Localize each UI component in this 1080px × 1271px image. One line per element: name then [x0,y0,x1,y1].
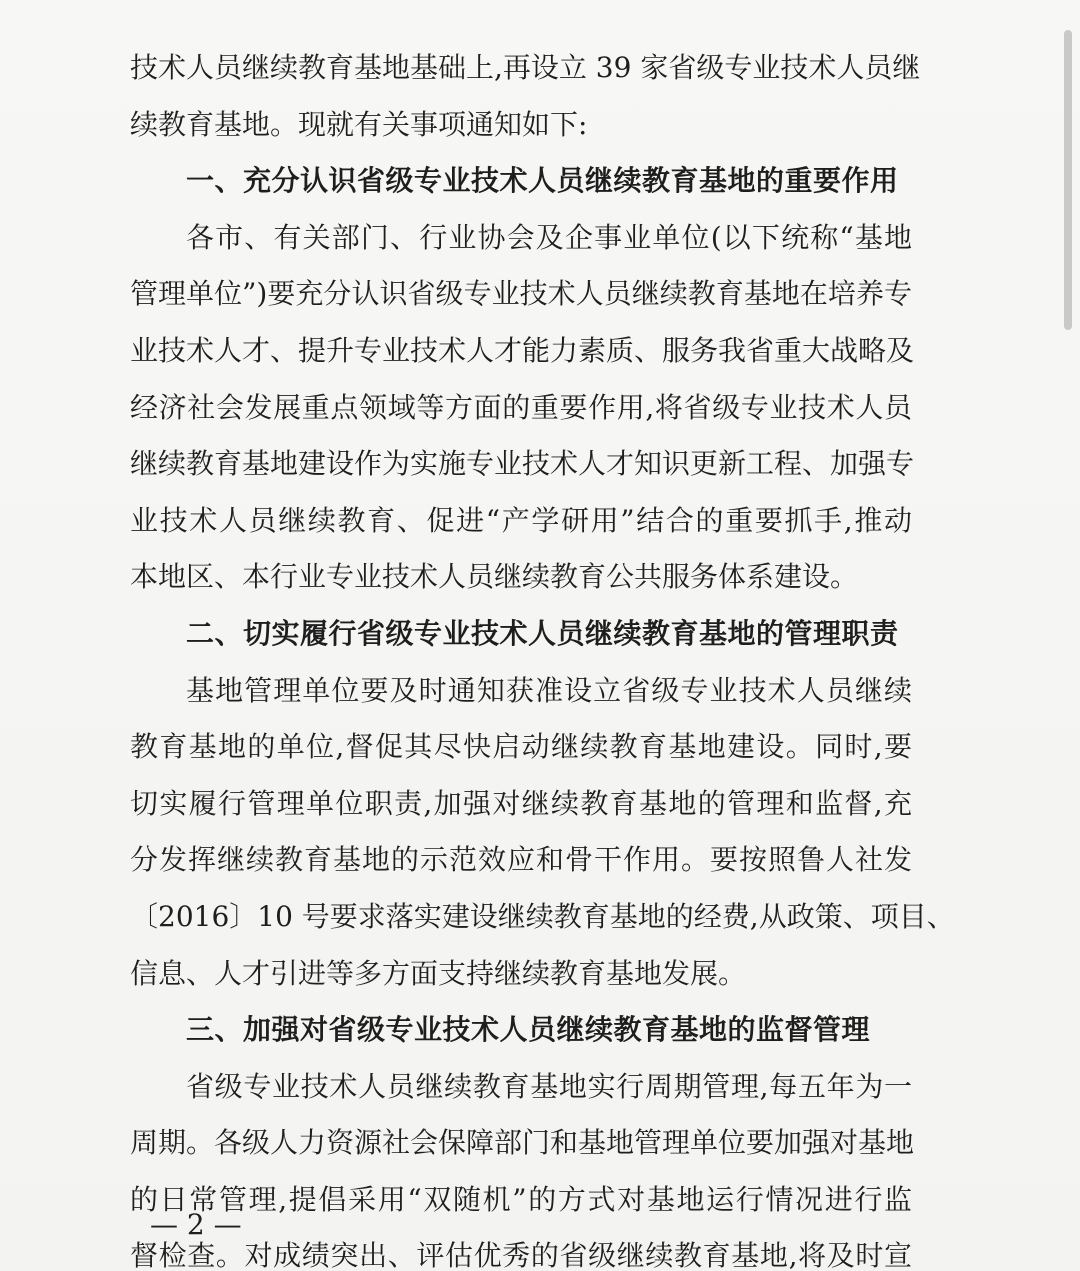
text-line: 业技术人才、提升专业技术人才能力素质、服务我省重大战略及 [130,333,915,367]
text-line: 切实履行管理单位职责,加强对继续教育基地的管理和监督,充 [130,786,912,820]
text-line: 经济社会发展重点领域等方面的重要作用,将省级专业技术人员 [130,390,912,424]
section-heading-2: 二、切实履行省级专业技术人员继续教育基地的管理职责 [186,616,899,650]
vertical-scrollbar[interactable] [1064,30,1072,330]
text-line: 〔2016〕10 号要求落实建设继续教育基地的经费,从政策、项目、 [130,899,955,933]
text-line: 技术人员继续教育基地基础上,再设立 39 家省级专业技术人员继 [130,51,921,84]
section-heading-3: 三、加强对省级专业技术人员继续教育基地的监督管理 [186,1013,871,1047]
text-line: 基地管理单位要及时通知获准设立省级专业技术人员继续 [186,673,912,707]
section-heading-1: 一、充分认识省级专业技术人员继续教育基地的重要作用 [186,164,899,198]
text-line: 分发挥继续教育基地的示范效应和骨干作用。要按照鲁人社发 [130,843,912,877]
text-line: 的日常管理,提倡采用“双随机”的方式对基地运行情况进行监 [130,1182,912,1216]
text-line: 本地区、本行业专业技术人员继续教育公共服务体系建设。 [130,560,859,594]
text-line: 续教育基地。现就有关事项通知如下: [130,107,588,141]
document-body [130,40,955,1271]
text-line: 业技术人员继续教育、促进“产学研用”结合的重要抓手,推动 [130,503,912,537]
text-line: 周期。各级人力资源社会保障部门和基地管理单位要加强对基地 [130,1126,915,1160]
text-line: 教育基地的单位,督促其尽快启动继续教育基地建设。同时,要 [130,730,912,764]
text-line: 管理单位”)要充分认识省级专业技术人员继续教育基地在培养专 [130,277,912,311]
text-line: 省级专业技术人员继续教育基地实行周期管理,每五年为一 [186,1069,912,1103]
page-number: — 2 — [150,1208,242,1241]
text-line: 各市、有关部门、行业协会及企事业单位(以下统称“基地 [186,220,912,254]
text-line: 信息、人才引进等多方面支持继续教育基地发展。 [130,956,747,990]
text-line: 督检查。对成绩突出、评估优秀的省级继续教育基地,将及时宣 [130,1239,912,1271]
text-line: 继续教育基地建设作为实施专业技术人才知识更新工程、加强专 [130,447,915,481]
